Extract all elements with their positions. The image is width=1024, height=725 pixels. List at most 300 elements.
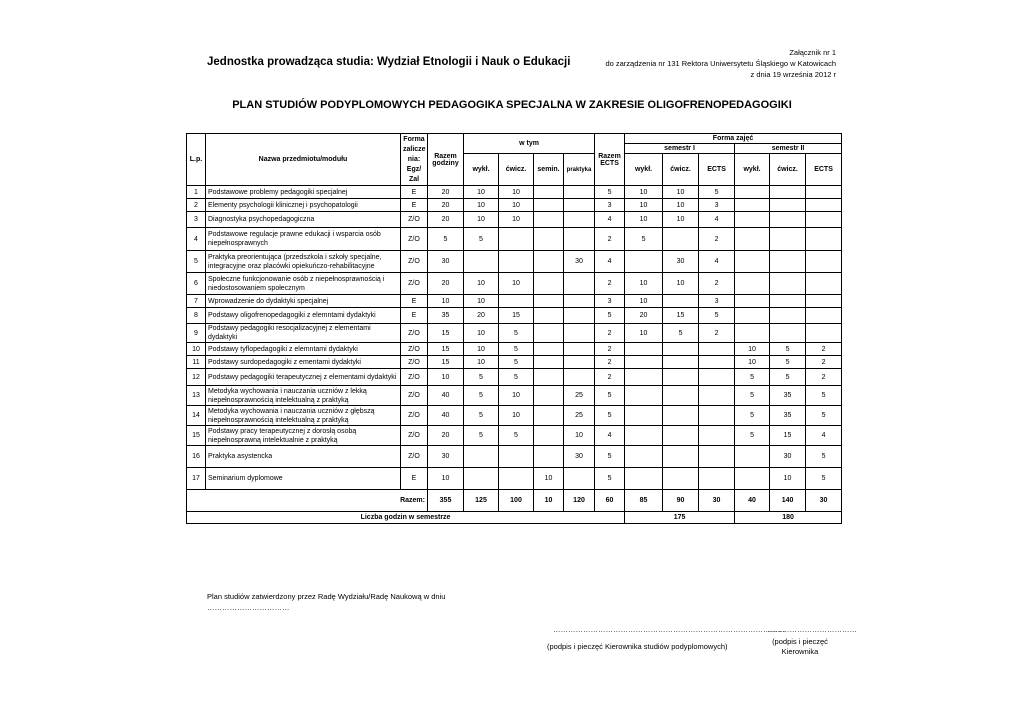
row-s2-wykl bbox=[735, 308, 770, 324]
row-forma: E bbox=[401, 199, 428, 212]
row-wykl: 10 bbox=[464, 186, 499, 199]
row-forma: Z/O bbox=[401, 212, 428, 228]
row-s1-wykl: 10 bbox=[625, 199, 663, 212]
row-subject-name: Podstawy tyflopedagogiki z elemntami dydaktyki bbox=[206, 343, 401, 356]
row-forma: E bbox=[401, 308, 428, 324]
row-s2-wykl bbox=[735, 251, 770, 273]
row-subject-name: Podstawy pedagogiki resocjalizacyjnej z elementami dydaktyki bbox=[206, 324, 401, 343]
row-cwicz: 5 bbox=[499, 343, 534, 356]
header-w-tym: w tym bbox=[464, 134, 595, 154]
header-s1-cwicz: ćwicz. bbox=[663, 154, 699, 186]
header-s2-ects: ECTS bbox=[806, 154, 842, 186]
row-praktyka bbox=[564, 228, 595, 251]
row-razem-ects: 3 bbox=[595, 295, 625, 308]
row-razem-godziny: 30 bbox=[428, 251, 464, 273]
row-wykl: 5 bbox=[464, 406, 499, 426]
row-forma: E bbox=[401, 186, 428, 199]
row-s1-cwicz: 10 bbox=[663, 186, 699, 199]
totals-s1-wykl: 85 bbox=[625, 490, 663, 512]
attachment-note bbox=[605, 47, 836, 80]
semester-2-hours: 180 bbox=[735, 512, 842, 524]
row-razem-godziny: 15 bbox=[428, 356, 464, 369]
row-razem-godziny: 20 bbox=[428, 199, 464, 212]
totals-cwicz: 100 bbox=[499, 490, 534, 512]
row-s2-ects: 2 bbox=[806, 343, 842, 356]
row-cwicz: 5 bbox=[499, 356, 534, 369]
row-subject-name: Diagnostyka psychopedagogiczna bbox=[206, 212, 401, 228]
row-cwicz: 10 bbox=[499, 199, 534, 212]
attachment-line-1: Załącznik nr 1 bbox=[789, 48, 836, 57]
row-forma: Z/O bbox=[401, 228, 428, 251]
row-s1-ects: 5 bbox=[699, 186, 735, 199]
row-s2-ects bbox=[806, 295, 842, 308]
table-row bbox=[187, 406, 842, 426]
row-wykl: 10 bbox=[464, 324, 499, 343]
row-subject-name: Metodyka wychowania i nauczania uczniów z lekką niepełnosprawnością intelektualną z praktyką bbox=[206, 386, 401, 406]
row-s2-wykl: 5 bbox=[735, 406, 770, 426]
row-praktyka bbox=[564, 343, 595, 356]
header-s1-wykl: wykł. bbox=[625, 154, 663, 186]
row-semin bbox=[534, 343, 564, 356]
row-s2-wykl bbox=[735, 324, 770, 343]
row-razem-godziny: 10 bbox=[428, 369, 464, 386]
table-row bbox=[187, 356, 842, 369]
row-subject-name: Podstawy surdopedagogiki z ementami dydaktyki bbox=[206, 356, 401, 369]
row-praktyka bbox=[564, 212, 595, 228]
row-lp: 5 bbox=[187, 251, 206, 273]
row-semin: 10 bbox=[534, 468, 564, 490]
row-semin bbox=[534, 251, 564, 273]
header-semin: semin. bbox=[534, 154, 564, 186]
row-wykl: 20 bbox=[464, 308, 499, 324]
row-s1-wykl bbox=[625, 343, 663, 356]
row-lp: 2 bbox=[187, 199, 206, 212]
row-wykl: 10 bbox=[464, 273, 499, 295]
header-s1-ects: ECTS bbox=[699, 154, 735, 186]
row-s1-ects: 2 bbox=[699, 324, 735, 343]
row-razem-ects: 4 bbox=[595, 426, 625, 446]
row-s2-wykl bbox=[735, 273, 770, 295]
row-forma: E bbox=[401, 295, 428, 308]
row-semin bbox=[534, 212, 564, 228]
row-s2-ects bbox=[806, 273, 842, 295]
row-s2-cwicz: 35 bbox=[770, 386, 806, 406]
row-s1-wykl bbox=[625, 369, 663, 386]
row-cwicz: 10 bbox=[499, 212, 534, 228]
row-semin bbox=[534, 356, 564, 369]
semester-1-hours: 175 bbox=[625, 512, 735, 524]
row-s2-cwicz: 35 bbox=[770, 406, 806, 426]
row-s1-cwicz bbox=[663, 386, 699, 406]
row-cwicz: 5 bbox=[499, 426, 534, 446]
row-cwicz bbox=[499, 295, 534, 308]
row-s1-cwicz bbox=[663, 406, 699, 426]
row-s1-cwicz: 5 bbox=[663, 324, 699, 343]
row-forma: E bbox=[401, 468, 428, 490]
row-praktyka: 30 bbox=[564, 446, 595, 468]
row-razem-ects: 2 bbox=[595, 343, 625, 356]
header-razem-godziny: Razem godziny bbox=[428, 134, 464, 186]
row-s2-ects bbox=[806, 308, 842, 324]
table-row bbox=[187, 251, 842, 273]
row-razem-ects: 2 bbox=[595, 356, 625, 369]
row-s2-wykl bbox=[735, 228, 770, 251]
row-praktyka: 25 bbox=[564, 406, 595, 426]
signature-caption-2: (podpis i pieczęć Kierownika bbox=[772, 637, 828, 656]
row-lp: 10 bbox=[187, 343, 206, 356]
row-wykl: 5 bbox=[464, 426, 499, 446]
row-wykl: 10 bbox=[464, 212, 499, 228]
row-razem-ects: 5 bbox=[595, 406, 625, 426]
row-s2-cwicz: 10 bbox=[770, 468, 806, 490]
row-wykl: 10 bbox=[464, 343, 499, 356]
header-wykl: wykł. bbox=[464, 154, 499, 186]
row-lp: 3 bbox=[187, 212, 206, 228]
row-s1-cwicz: 10 bbox=[663, 212, 699, 228]
row-s1-ects bbox=[699, 369, 735, 386]
header-s2-wykl: wykł. bbox=[735, 154, 770, 186]
row-lp: 7 bbox=[187, 295, 206, 308]
row-s1-ects: 2 bbox=[699, 228, 735, 251]
row-razem-ects: 3 bbox=[595, 199, 625, 212]
row-s1-cwicz bbox=[663, 446, 699, 468]
totals-praktyka: 120 bbox=[564, 490, 595, 512]
row-cwicz: 5 bbox=[499, 369, 534, 386]
row-s2-cwicz bbox=[770, 186, 806, 199]
totals-wykl: 125 bbox=[464, 490, 499, 512]
row-semin bbox=[534, 446, 564, 468]
row-s1-ects: 2 bbox=[699, 273, 735, 295]
approval-date-line: …………………………… bbox=[207, 603, 290, 612]
table-row bbox=[187, 343, 842, 356]
row-razem-godziny: 40 bbox=[428, 386, 464, 406]
row-subject-name: Podstawy pedagogiki terapeutycznej z elementami dydaktyki bbox=[206, 369, 401, 386]
header-lp: L.p. bbox=[187, 134, 206, 186]
row-s2-ects: 2 bbox=[806, 356, 842, 369]
row-s1-cwicz bbox=[663, 343, 699, 356]
row-lp: 1 bbox=[187, 186, 206, 199]
row-s2-cwicz: 15 bbox=[770, 426, 806, 446]
row-semin bbox=[534, 228, 564, 251]
row-semin bbox=[534, 406, 564, 426]
row-s2-ects bbox=[806, 228, 842, 251]
row-razem-ects: 5 bbox=[595, 446, 625, 468]
row-s2-ects bbox=[806, 324, 842, 343]
row-s2-wykl bbox=[735, 186, 770, 199]
row-razem-ects: 5 bbox=[595, 386, 625, 406]
header-s2-cwicz: ćwicz. bbox=[770, 154, 806, 186]
row-razem-godziny: 35 bbox=[428, 308, 464, 324]
row-s2-ects: 5 bbox=[806, 386, 842, 406]
table-body bbox=[187, 186, 842, 490]
row-s1-wykl: 10 bbox=[625, 273, 663, 295]
row-s1-ects bbox=[699, 356, 735, 369]
header-forma-zajec: Forma zajęć bbox=[625, 134, 842, 144]
row-wykl: 10 bbox=[464, 356, 499, 369]
row-lp: 8 bbox=[187, 308, 206, 324]
header-semestr-2: semestr II bbox=[735, 144, 842, 154]
row-razem-godziny: 20 bbox=[428, 186, 464, 199]
row-forma: Z/O bbox=[401, 343, 428, 356]
row-razem-ects: 2 bbox=[595, 273, 625, 295]
row-praktyka bbox=[564, 468, 595, 490]
row-s1-ects bbox=[699, 468, 735, 490]
row-lp: 9 bbox=[187, 324, 206, 343]
row-forma: Z/O bbox=[401, 369, 428, 386]
row-s2-wykl bbox=[735, 468, 770, 490]
row-praktyka: 30 bbox=[564, 251, 595, 273]
row-s2-ects bbox=[806, 212, 842, 228]
row-s2-cwicz bbox=[770, 273, 806, 295]
row-praktyka bbox=[564, 273, 595, 295]
row-s1-cwicz bbox=[663, 228, 699, 251]
row-s1-wykl: 10 bbox=[625, 212, 663, 228]
table-row bbox=[187, 426, 842, 446]
row-s1-cwicz: 30 bbox=[663, 251, 699, 273]
header-praktyka: praktyka bbox=[564, 154, 595, 186]
row-wykl: 5 bbox=[464, 369, 499, 386]
row-praktyka bbox=[564, 324, 595, 343]
row-praktyka bbox=[564, 356, 595, 369]
row-subject-name: Podstawy pracy terapeutycznej z dorosłą osobą niepełnosprawną intelektualnie z praktyką bbox=[206, 426, 401, 446]
row-lp: 15 bbox=[187, 426, 206, 446]
row-s1-ects bbox=[699, 343, 735, 356]
row-s1-wykl: 10 bbox=[625, 295, 663, 308]
signature-line-1: ………………………………………………………………………………… bbox=[553, 625, 786, 634]
row-s1-wykl bbox=[625, 426, 663, 446]
row-s1-ects bbox=[699, 446, 735, 468]
row-razem-ects: 2 bbox=[595, 324, 625, 343]
row-semin bbox=[534, 324, 564, 343]
table-row bbox=[187, 212, 842, 228]
table-row bbox=[187, 295, 842, 308]
totals-razem: 355 bbox=[428, 490, 464, 512]
row-forma: Z/O bbox=[401, 446, 428, 468]
row-s2-ects: 5 bbox=[806, 406, 842, 426]
table-row bbox=[187, 369, 842, 386]
row-s2-cwicz bbox=[770, 212, 806, 228]
row-subject-name: Społeczne funkcjonowanie osób z niepełnosprawnością i niedostosowaniem społecznym bbox=[206, 273, 401, 295]
signature-line-2: ……………………………… bbox=[767, 625, 857, 634]
row-razem-ects: 4 bbox=[595, 251, 625, 273]
row-s1-cwicz bbox=[663, 295, 699, 308]
approval-note: Plan studiów zatwierdzony przez Radę Wydziału/Radę Naukową w dniu bbox=[207, 592, 446, 601]
totals-s2-wykl: 40 bbox=[735, 490, 770, 512]
table-row bbox=[187, 186, 842, 199]
row-s2-wykl: 5 bbox=[735, 386, 770, 406]
row-s1-wykl: 10 bbox=[625, 324, 663, 343]
row-forma: Z/O bbox=[401, 356, 428, 369]
row-s1-cwicz bbox=[663, 468, 699, 490]
row-razem-godziny: 10 bbox=[428, 468, 464, 490]
row-wykl: 10 bbox=[464, 199, 499, 212]
row-s1-ects: 4 bbox=[699, 251, 735, 273]
totals-s2-ects: 30 bbox=[806, 490, 842, 512]
row-cwicz bbox=[499, 251, 534, 273]
row-semin bbox=[534, 308, 564, 324]
row-s1-ects bbox=[699, 386, 735, 406]
row-s2-ects bbox=[806, 186, 842, 199]
table-row bbox=[187, 324, 842, 343]
row-s2-ects: 2 bbox=[806, 369, 842, 386]
row-s2-wykl bbox=[735, 199, 770, 212]
row-cwicz bbox=[499, 446, 534, 468]
row-wykl bbox=[464, 251, 499, 273]
row-cwicz: 10 bbox=[499, 406, 534, 426]
row-s1-wykl: 5 bbox=[625, 228, 663, 251]
header-forma-zaliczenia: Forma zalicze nia: Egz/ Zal bbox=[401, 134, 428, 186]
row-s1-ects: 4 bbox=[699, 212, 735, 228]
row-s2-cwicz: 5 bbox=[770, 343, 806, 356]
row-s1-cwicz: 10 bbox=[663, 273, 699, 295]
row-razem-ects: 5 bbox=[595, 186, 625, 199]
table-row bbox=[187, 468, 842, 490]
row-subject-name: Seminarium dyplomowe bbox=[206, 468, 401, 490]
row-razem-ects: 5 bbox=[595, 468, 625, 490]
row-s2-ects bbox=[806, 199, 842, 212]
study-plan-table bbox=[186, 133, 842, 524]
attachment-line-2: do zarządzenia nr 131 Rektora Uniwersytetu Śląskiego w Katowicach bbox=[605, 59, 836, 68]
row-subject-name: Elementy psychologii klinicznej i psychopatologii bbox=[206, 199, 401, 212]
row-praktyka bbox=[564, 295, 595, 308]
totals-s1-ects: 30 bbox=[699, 490, 735, 512]
row-praktyka bbox=[564, 369, 595, 386]
row-s1-ects bbox=[699, 426, 735, 446]
row-praktyka: 10 bbox=[564, 426, 595, 446]
row-s2-ects bbox=[806, 251, 842, 273]
row-razem-godziny: 20 bbox=[428, 426, 464, 446]
row-s2-wykl bbox=[735, 295, 770, 308]
row-s1-cwicz bbox=[663, 369, 699, 386]
row-razem-godziny: 30 bbox=[428, 446, 464, 468]
table-row bbox=[187, 228, 842, 251]
row-s2-cwicz bbox=[770, 295, 806, 308]
row-wykl bbox=[464, 468, 499, 490]
row-subject-name: Podstawowe problemy pedagogiki specjalnej bbox=[206, 186, 401, 199]
row-s2-wykl: 5 bbox=[735, 426, 770, 446]
header-cwicz: ćwicz. bbox=[499, 154, 534, 186]
row-razem-ects: 5 bbox=[595, 308, 625, 324]
row-cwicz bbox=[499, 468, 534, 490]
row-forma: Z/O bbox=[401, 273, 428, 295]
row-cwicz bbox=[499, 228, 534, 251]
row-lp: 16 bbox=[187, 446, 206, 468]
table-row bbox=[187, 199, 842, 212]
table-summary bbox=[187, 490, 842, 524]
row-praktyka: 25 bbox=[564, 386, 595, 406]
row-s2-cwicz: 5 bbox=[770, 369, 806, 386]
row-s1-wykl bbox=[625, 468, 663, 490]
row-s1-cwicz bbox=[663, 426, 699, 446]
row-lp: 14 bbox=[187, 406, 206, 426]
row-subject-name: Metodyka wychowania i nauczania uczniów z głębszą niepełnosprawnością intelektualną z praktyką bbox=[206, 406, 401, 426]
row-razem-ects: 2 bbox=[595, 369, 625, 386]
row-wykl bbox=[464, 446, 499, 468]
row-s1-cwicz: 15 bbox=[663, 308, 699, 324]
row-forma: Z/O bbox=[401, 426, 428, 446]
organizational-unit: Jednostka prowadząca studia: Wydział Etnologii i Nauk o Edukacji bbox=[207, 56, 571, 68]
attachment-line-3: z dnia 19 września 2012 r bbox=[750, 70, 836, 79]
row-praktyka bbox=[564, 308, 595, 324]
row-lp: 4 bbox=[187, 228, 206, 251]
row-s1-cwicz bbox=[663, 356, 699, 369]
row-razem-ects: 2 bbox=[595, 228, 625, 251]
row-wykl: 10 bbox=[464, 295, 499, 308]
row-s1-wykl: 20 bbox=[625, 308, 663, 324]
row-razem-ects: 4 bbox=[595, 212, 625, 228]
totals-semin: 10 bbox=[534, 490, 564, 512]
row-lp: 6 bbox=[187, 273, 206, 295]
row-s1-ects: 3 bbox=[699, 199, 735, 212]
row-s2-wykl bbox=[735, 446, 770, 468]
row-s1-wykl bbox=[625, 251, 663, 273]
row-lp: 17 bbox=[187, 468, 206, 490]
row-cwicz: 10 bbox=[499, 386, 534, 406]
row-razem-godziny: 15 bbox=[428, 343, 464, 356]
row-s2-cwicz bbox=[770, 308, 806, 324]
row-semin bbox=[534, 386, 564, 406]
row-praktyka bbox=[564, 199, 595, 212]
row-subject-name: Podstawy oligofrenopedagogiki z elemntami dydaktyki bbox=[206, 308, 401, 324]
row-razem-godziny: 20 bbox=[428, 212, 464, 228]
row-s2-cwicz: 5 bbox=[770, 356, 806, 369]
row-forma: Z/O bbox=[401, 386, 428, 406]
semester-hours-label: Liczba godzin w semestrze bbox=[187, 512, 625, 524]
row-forma: Z/O bbox=[401, 324, 428, 343]
row-wykl: 5 bbox=[464, 386, 499, 406]
row-praktyka bbox=[564, 186, 595, 199]
row-subject-name: Podstawowe regulacje prawne edukacji i wsparcia osób niepełnosprawnych bbox=[206, 228, 401, 251]
row-s2-ects: 5 bbox=[806, 468, 842, 490]
table-row bbox=[187, 386, 842, 406]
row-s1-ects: 3 bbox=[699, 295, 735, 308]
row-s1-wykl bbox=[625, 406, 663, 426]
row-cwicz: 10 bbox=[499, 273, 534, 295]
row-semin bbox=[534, 426, 564, 446]
row-semin bbox=[534, 273, 564, 295]
row-lp: 11 bbox=[187, 356, 206, 369]
row-razem-godziny: 10 bbox=[428, 295, 464, 308]
row-s2-cwicz bbox=[770, 228, 806, 251]
header-semestr-1: semestr I bbox=[625, 144, 735, 154]
row-razem-godziny: 5 bbox=[428, 228, 464, 251]
document-title: PLAN STUDIÓW PODYPLOMOWYCH PEDAGOGIKA SPECJALNA W ZAKRESIE OLIGOFRENOPEDAGOGIKI bbox=[232, 99, 792, 111]
row-s1-wykl: 10 bbox=[625, 186, 663, 199]
row-subject-name: Praktyka preorientująca (przedszkola i szkoły specjalne, integracyjne oraz placówki opiekuńczo-rehabilitacyjne bbox=[206, 251, 401, 273]
header-name: Nazwa przedmiotu/modułu bbox=[206, 134, 401, 186]
totals-ects: 60 bbox=[595, 490, 625, 512]
row-s1-wykl bbox=[625, 356, 663, 369]
row-s1-cwicz: 10 bbox=[663, 199, 699, 212]
row-s1-ects bbox=[699, 406, 735, 426]
row-razem-godziny: 20 bbox=[428, 273, 464, 295]
row-lp: 12 bbox=[187, 369, 206, 386]
row-semin bbox=[534, 199, 564, 212]
totals-s1-cwicz: 90 bbox=[663, 490, 699, 512]
row-cwicz: 10 bbox=[499, 186, 534, 199]
row-cwicz: 15 bbox=[499, 308, 534, 324]
row-semin bbox=[534, 295, 564, 308]
row-s2-wykl: 5 bbox=[735, 369, 770, 386]
row-s1-wykl bbox=[625, 386, 663, 406]
table-header bbox=[187, 134, 842, 186]
row-subject-name: Praktyka asystencka bbox=[206, 446, 401, 468]
row-subject-name: Wprowadzenie do dydaktyki specjalnej bbox=[206, 295, 401, 308]
table-row bbox=[187, 308, 842, 324]
row-forma: Z/O bbox=[401, 251, 428, 273]
table-row bbox=[187, 446, 842, 468]
row-s2-wykl: 10 bbox=[735, 343, 770, 356]
